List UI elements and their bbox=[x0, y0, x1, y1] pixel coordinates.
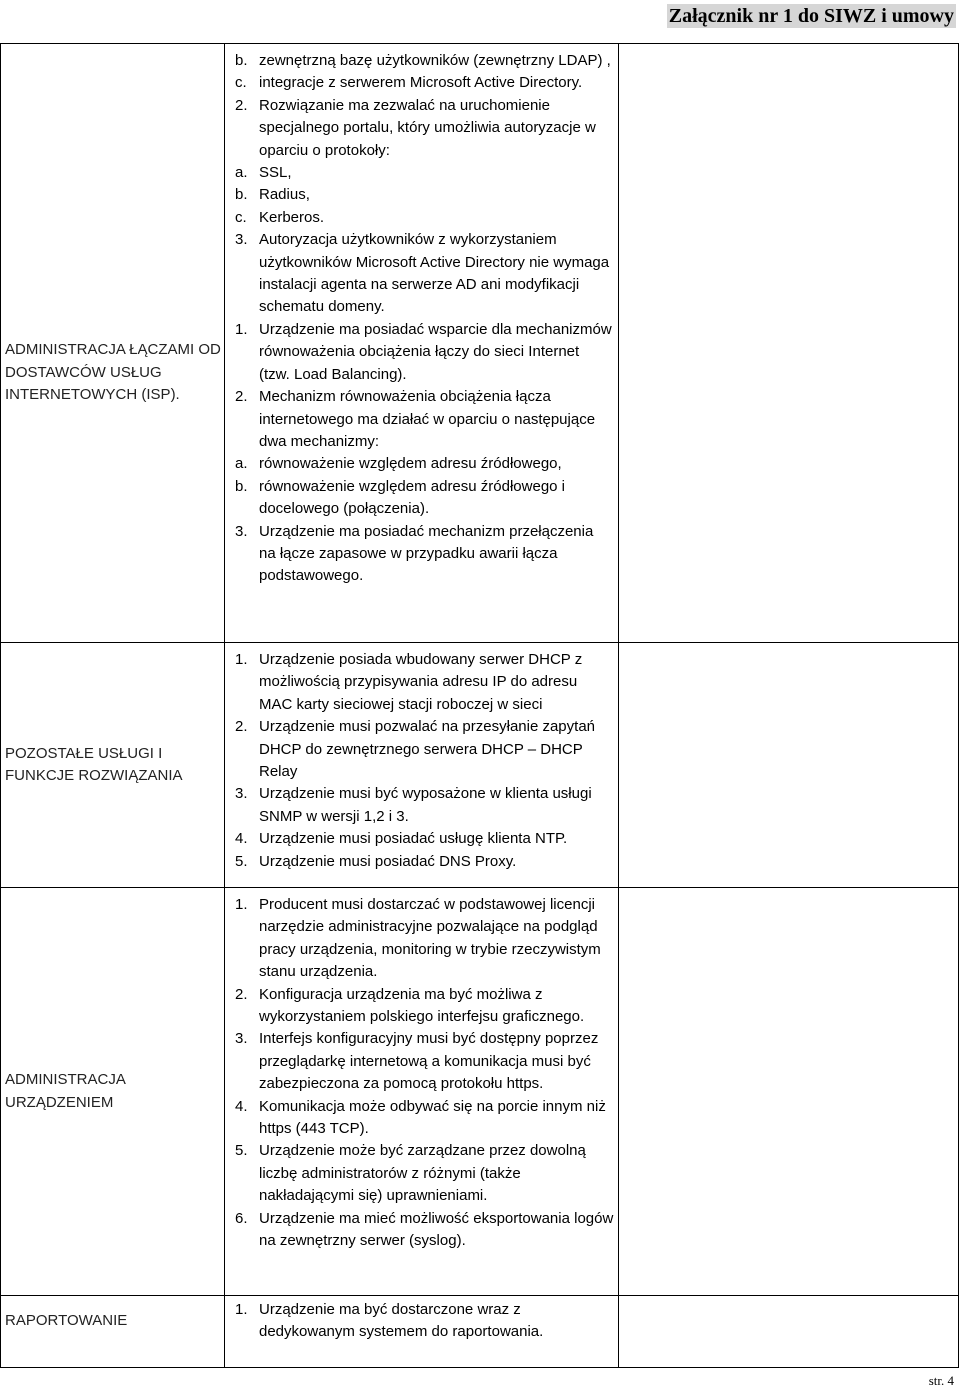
table-row bbox=[1, 643, 959, 888]
list-item: 2. Konfiguracja urządzenia ma być możliwa z wykorzystaniem polskiego interfejsu graficznego. bbox=[235, 985, 585, 1026]
list-item: 6. Urządzenie ma mieć możliwość eksportowania logów na zewnętrzny serwer (syslog). bbox=[235, 1209, 614, 1250]
empty-cell bbox=[619, 643, 959, 888]
category-label: RAPORTOWANIE bbox=[5, 1312, 128, 1330]
category-cell bbox=[1, 1296, 225, 1368]
list-item: 3. Urządzenie ma posiadać mechanizm przełączenia na łącze zapasowe w przypadku awarii łącza podstawowego. bbox=[235, 522, 594, 585]
category-label: ADMINISTRACJA ŁĄCZAMI OD DOSTAWCÓW USŁUG INTERNETOWYCH (ISP). bbox=[5, 341, 221, 404]
list-item: c. integracje z serwerem Microsoft Active Directory. bbox=[235, 74, 583, 92]
requirements-list bbox=[225, 643, 618, 873]
category-label: POZOSTAŁE USŁUGI I FUNKCJE ROZWIĄZANIA bbox=[5, 744, 183, 784]
list-item: a. równoważenie względem adresu źródłowego, bbox=[235, 455, 562, 473]
empty-cell bbox=[619, 888, 959, 1296]
category-cell bbox=[1, 44, 225, 643]
table-row bbox=[1, 888, 959, 1296]
empty-cell bbox=[619, 44, 959, 643]
list-item: 1. Producent musi dostarczać w podstawowej licencji narzędzie administracyjne pozwalające na podgląd pracy urządzenia, monitoring w trybie rzeczywistym stanu urządzenia. bbox=[235, 896, 601, 981]
list-item: b. Radius, bbox=[235, 186, 310, 204]
page-number: str. 4 bbox=[928, 1373, 954, 1388]
empty-cell bbox=[619, 1296, 959, 1368]
table-row bbox=[1, 1296, 959, 1368]
list-item: 2. Rozwiązanie ma zezwalać na uruchomienie specjalnego portalu, który umożliwia autoryzacje w oparciu o protokoły: bbox=[235, 96, 596, 159]
requirements-list bbox=[225, 44, 618, 588]
list-item: b. równoważenie względem adresu źródłowego i docelowego (połączenia). bbox=[235, 477, 565, 518]
document-header-title: Załącznik nr 1 do SIWZ i umowy bbox=[668, 5, 954, 27]
list-item: 3. Interfejs konfiguracyjny musi być dostępny poprzez przeglądarkę internetową a komunikacja musi być zabezpieczona za pomocą protokołu https. bbox=[235, 1030, 599, 1093]
list-item: 5. Urządzenie musi posiadać DNS Proxy. bbox=[235, 852, 517, 870]
table-row bbox=[1, 44, 959, 643]
list-item: 1. Urządzenie posiada wbudowany serwer DHCP z możliwością przypisywania adresu IP do adresu MAC karty sieciowej stacji roboczej w sieci bbox=[235, 651, 583, 713]
list-item: 1. Urządzenie ma posiadać wsparcie dla mechanizmów równoważenia obciążenia łączy do sieci Internet (tzw. Load Balancing). bbox=[235, 320, 612, 383]
requirements-cell bbox=[225, 1296, 619, 1368]
category-label: ADMINISTRACJA URZĄDZENIEM bbox=[5, 1071, 126, 1111]
list-item: 3. Urządzenie musi być wyposażone w klienta usługi SNMP w wersji 1,2 i 3. bbox=[235, 785, 592, 825]
requirements-list bbox=[225, 888, 618, 1253]
specification-table bbox=[0, 43, 959, 1368]
list-item: 5. Urządzenie może być zarządzane przez dowolną liczbę administratorów z różnymi (także nakładającymi się) uprawnieniami. bbox=[235, 1142, 586, 1205]
list-item: 1. Urządzenie ma być dostarczone wraz z dedykowanym systemem do raportowania. bbox=[235, 1301, 544, 1341]
list-item: 3. Autoryzacja użytkowników z wykorzystaniem użytkowników Microsoft Active Directory nie wymaga instalacji agenta na serwerze AD ani modyfikacji schematu domeny. bbox=[235, 231, 610, 316]
list-item: 4. Komunikacja może odbywać się na porcie innym niż https (443 TCP). bbox=[235, 1097, 606, 1138]
category-cell bbox=[1, 643, 225, 888]
requirements-cell bbox=[225, 643, 619, 888]
list-item: a. SSL, bbox=[235, 164, 292, 182]
requirements-cell bbox=[225, 888, 619, 1296]
requirements-list bbox=[225, 1296, 618, 1344]
list-item: 2. Urządzenie musi pozwalać na przesyłanie zapytań DHCP do zewnętrznego serwera DHCP – DHCP Relay bbox=[235, 718, 596, 781]
list-item: 2. Mechanizm równoważenia obciążenia łącza internetowego ma działać w oparciu o następujące dwa mechanizmy: bbox=[235, 388, 596, 450]
requirements-cell bbox=[225, 44, 619, 643]
list-item: b. zewnętrzną bazę użytkowników (zewnętrzny LDAP) , bbox=[235, 52, 611, 69]
list-item: 4. Urządzenie musi posiadać usługę klienta NTP. bbox=[235, 830, 568, 848]
category-cell bbox=[1, 888, 225, 1296]
list-item: c. Kerberos. bbox=[235, 208, 325, 226]
